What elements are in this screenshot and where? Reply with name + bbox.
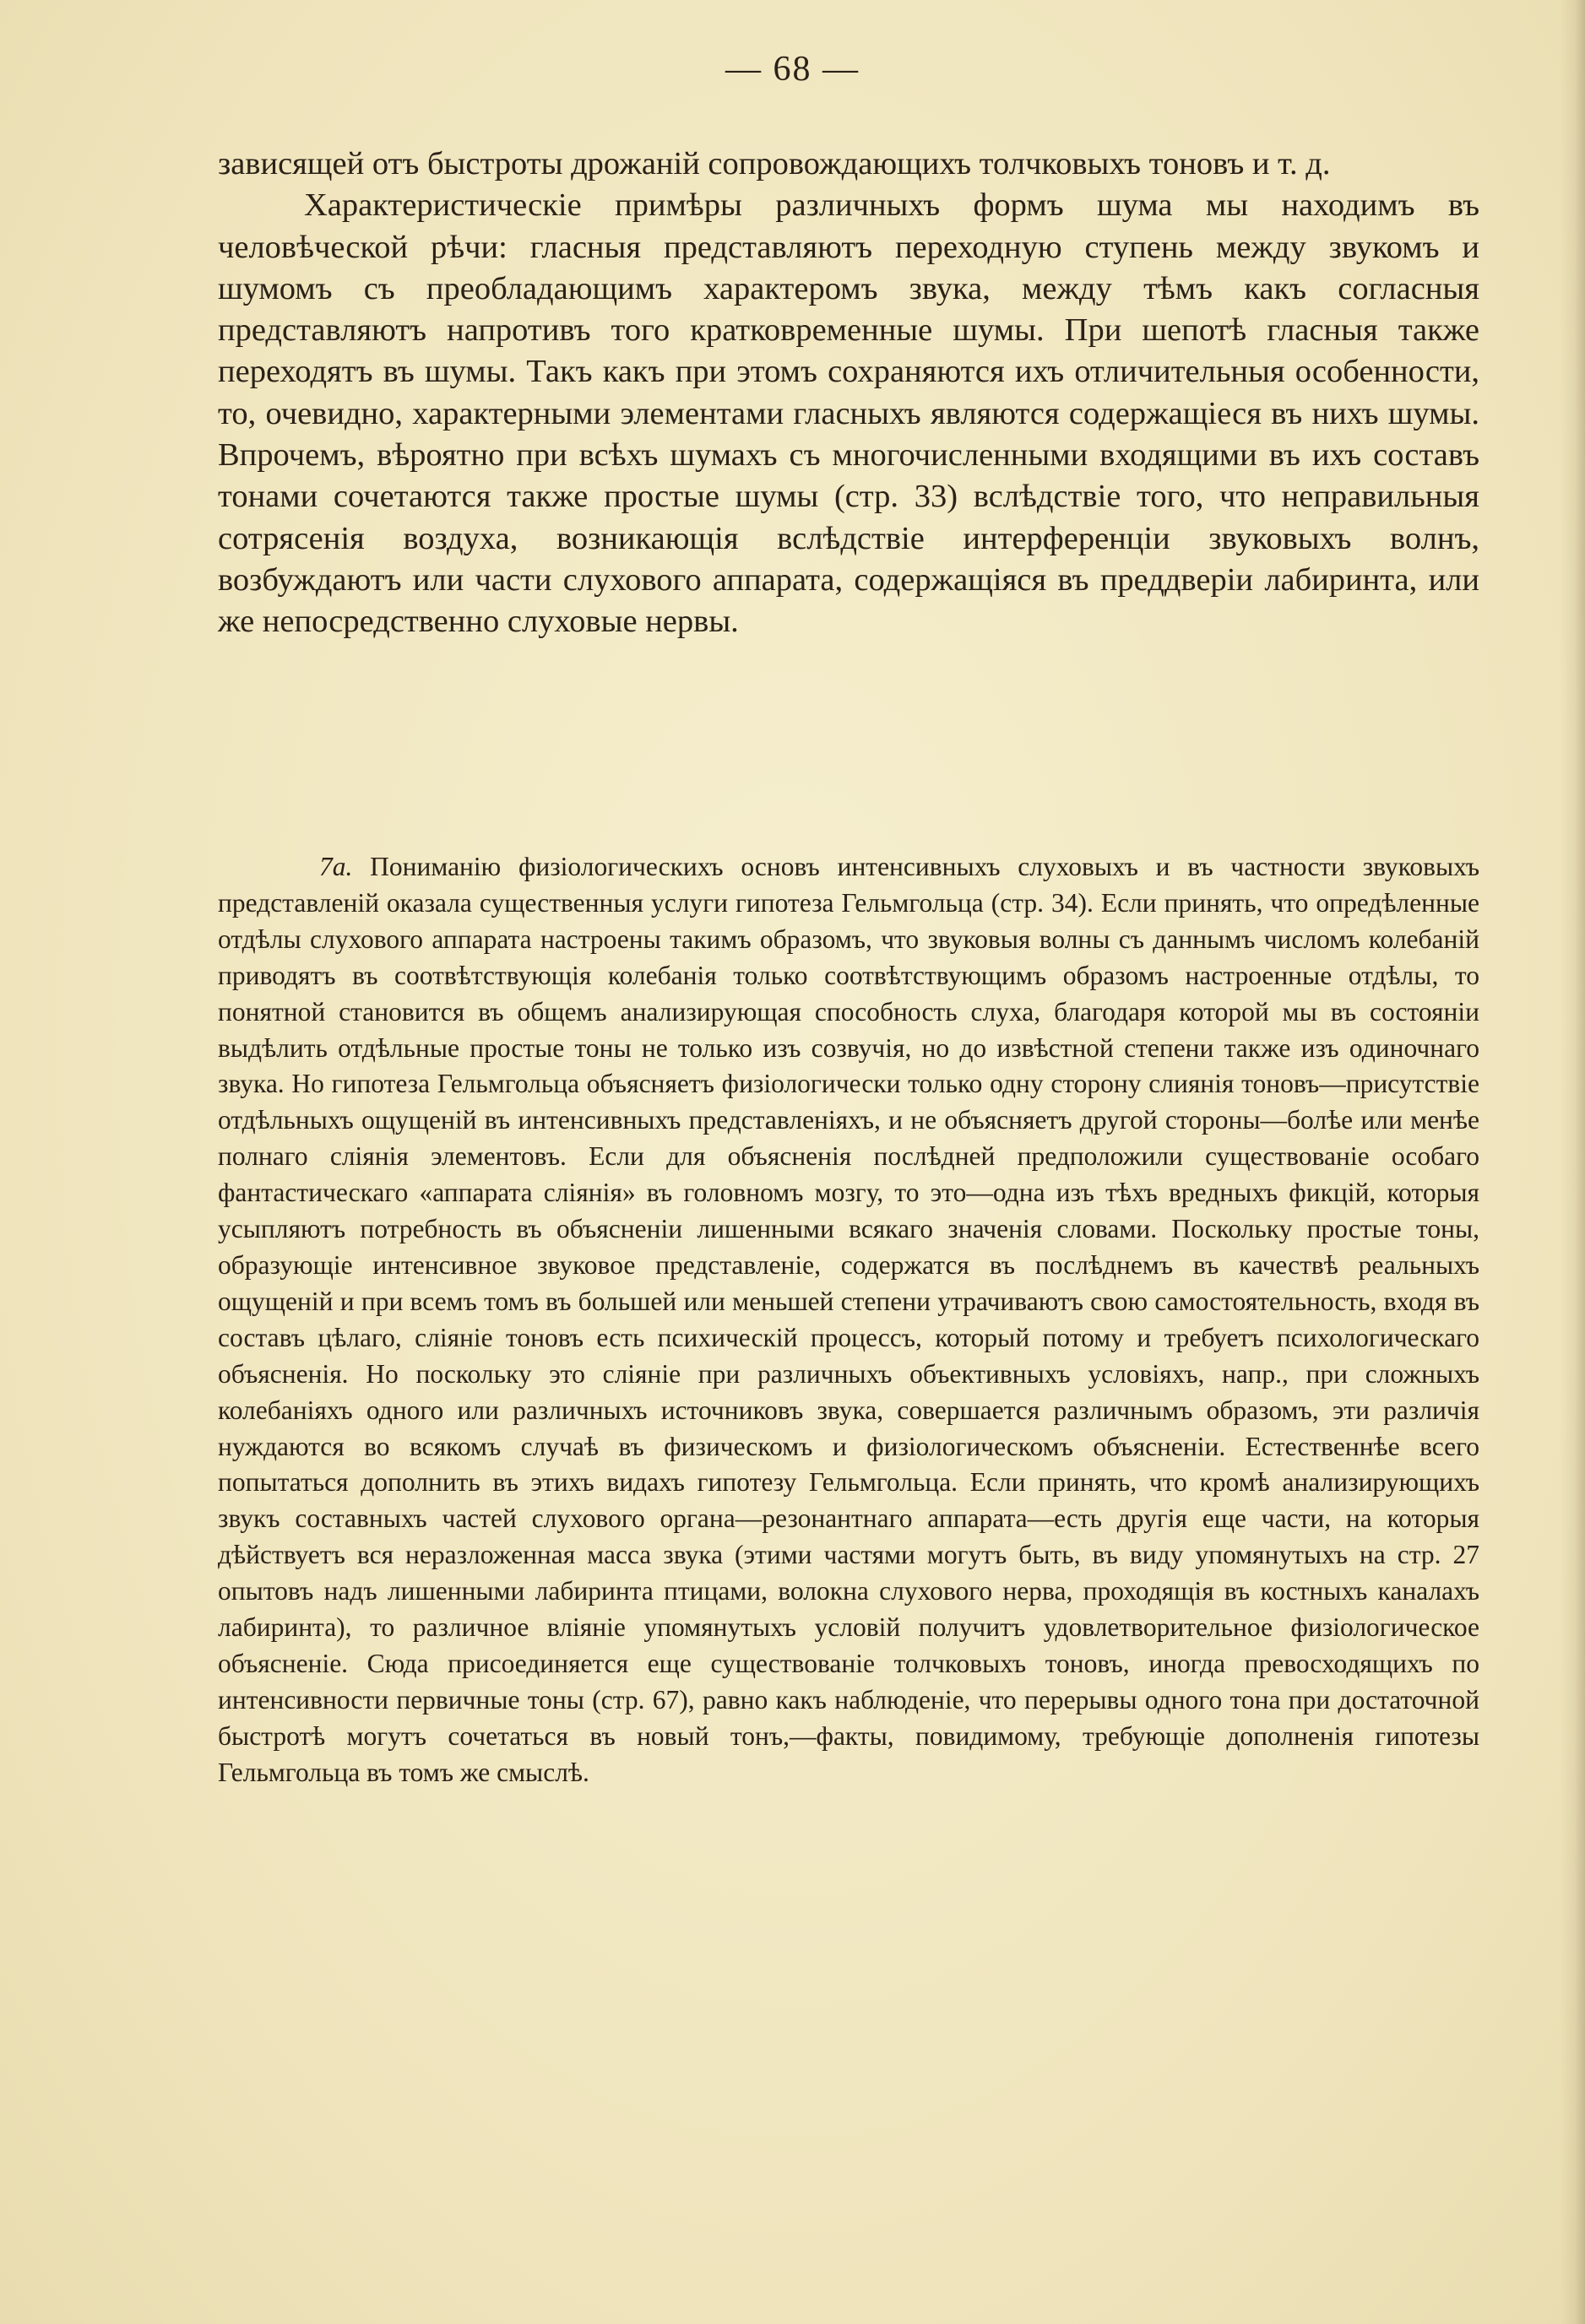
paragraph-continuation: зависящей отъ быстроты дрожаній сопровождающихъ толчковыхъ тоновъ и т. д. <box>218 146 1331 181</box>
page-fold-shadow <box>1560 0 1585 2324</box>
section-7a-text: Пониманію физіологическихъ основъ интенсивныхъ слуховыхъ и въ частности звуковыхъ представленій оказала существенныя услуги гипотеза Гельмгольца (стр. 34). Если принять, что опредѣленные отдѣлы слухового аппарата настроены такимъ образомъ, что звуковыя волны съ даннымъ числомъ колебаній приводятъ въ соотвѣтствующія колебанія только соотвѣтствующимъ образомъ настроенные отдѣлы, то понятной становится въ общемъ анализирующая способность слуха, благодаря которой мы въ состояніи выдѣлить отдѣльные простые тоны не только изъ созвучія, но до извѣстной степени также изъ одиночнаго звука. Но гипотеза Гельмгольца объясняетъ физіологически только одну сторону слиянія тоновъ—присутствіе отдѣльныхъ ощущеній въ интенсивныхъ представленіяхъ, и не объясняетъ другой стороны—болѣе или менѣе полнаго сліянія элементовъ. Если для объясненія послѣдней предположили существованіе особаго фантастическаго «аппарата сліянія» въ головномъ мозгу, то это—одна изъ тѣхъ вредныхъ фикцій, которыя усыпляютъ потребность въ объясненіи лишенными всякаго значенія словами. Поскольку простые тоны, образующіе интенсивное звуковое представленіе, содержатся въ послѣднемъ въ качествѣ реальныхъ ощущеній и при всемъ томъ въ большей или меньшей степени утрачиваютъ свою самостоятельность, входя въ составъ цѣлаго, сліяніе тоновъ есть психическій процессъ, который потому и требуетъ психологическаго объясненія. Но поскольку это сліяніе при различныхъ объективныхъ условіяхъ, напр., при сложныхъ колебаніяхъ одного или различныхъ источниковъ звука, совершается различнымъ образомъ, эти различія нуждаются во всякомъ случаѣ въ физическомъ и физіологическомъ объясненіи. Естественнѣе всего попытаться дополнить въ этихъ видахъ гипотезу Гельмгольца. Если принять, что кромѣ анализирующихъ звукъ составныхъ частей слухового органа—резонантнаго аппарата—есть другія еще части, на которыя дѣйствуетъ вся неразложенная масса звука (этими частями могутъ быть, въ виду упомянутыхъ на стр. 27 опытовъ надъ лишенными лабиринта птицами, волокна слухового нерва, проходящія въ костныхъ каналахъ лабиринта), то различное вліяніе упомянутыхъ условій получитъ удовлетворительное физіологическое объясненіе. Сюда присоединяется еще существованіе толчковыхъ тоновъ, иногда превосходящихъ по интенсивности первичные тоны (стр. 67), равно какъ наблюденіе, что перерывы одного тона при достаточной быстротѣ могутъ сочетаться въ новый тонъ,—факты, повидимому, требующіе дополненія гипотезы Гельмгольца въ томъ же смыслѣ. <box>218 852 1480 1787</box>
section-number: 7a. <box>319 852 353 881</box>
page-number: — 68 — <box>725 50 860 89</box>
section-7a-paragraph <box>218 849 1479 1791</box>
section-7a <box>218 849 1479 1791</box>
paragraph-speech-noises: Характеристическіе примѣры различныхъ формъ шума мы находимъ въ человѣческой рѣчи: гласныя представляютъ переходную ступень между звукомъ и шумомъ съ преобладающимъ характеромъ звука, между тѣмъ какъ согласныя представляютъ напротивъ того кратковременные шумы. При шепотѣ гласныя также переходятъ въ шумы. Такъ какъ при этомъ сохраняются ихъ отличительныя особенности, то, очевидно, характерными элементами гласныхъ являются содержащіеся въ нихъ шумы. Впрочемъ, вѣроятно при всѣхъ шумахъ съ многочисленными входящими въ ихъ составъ тонами сочетаются также простые шумы (стр. 33) вслѣдствіе того, что неправильныя сотрясенія воздуха, возникающія вслѣдствіе интерференціи звуковыхъ волнъ, возбуждаютъ или части слухового аппарата, содержащіяся въ преддверіи лабиринта, или же непосредственно слуховые нервы. <box>218 187 1479 640</box>
main-text <box>218 144 1479 643</box>
